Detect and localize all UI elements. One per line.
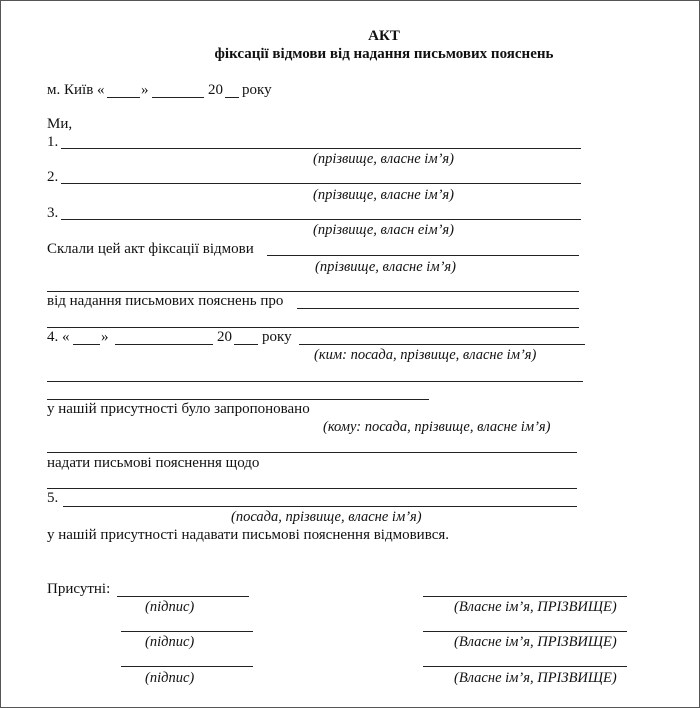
signature-2-line bbox=[121, 631, 253, 632]
item4-number: 4. « bbox=[47, 329, 70, 345]
explanations-about-line bbox=[297, 308, 579, 309]
name-2-caption: (Власне ім’я, ПРІЗВИЩЕ) bbox=[454, 634, 617, 650]
member-3-number: 3. bbox=[47, 205, 59, 221]
blank-line-b bbox=[47, 327, 579, 328]
document-subtitle: фіксації відмови від надання письмових пояснень bbox=[214, 46, 554, 62]
member-2-line bbox=[61, 183, 581, 184]
blank-line-a bbox=[47, 291, 579, 292]
month-blank-line bbox=[152, 97, 204, 98]
year-suffix: року bbox=[242, 82, 272, 98]
name-1-caption: (Власне ім’я, ПРІЗВИЩЕ) bbox=[454, 599, 617, 615]
refused-text: у нашій присутності надавати письмові пояснення відмовився. bbox=[47, 527, 450, 543]
item5-line bbox=[63, 506, 577, 507]
item4-caption: (ким: посада, прізвище, власне ім’я) bbox=[314, 347, 537, 363]
name-3-caption: (Власне ім’я, ПРІЗВИЩЕ) bbox=[454, 670, 617, 686]
member-2-number: 2. bbox=[47, 169, 59, 185]
name-3-line bbox=[423, 666, 627, 667]
name-2-line bbox=[423, 631, 627, 632]
compiled-caption: (прізвище, власне ім’я) bbox=[315, 259, 456, 275]
name-1-line bbox=[423, 596, 627, 597]
item5-number: 5. bbox=[47, 490, 59, 506]
signature-3-line bbox=[121, 666, 253, 667]
blank-line-c bbox=[47, 381, 583, 382]
member-1-number: 1. bbox=[47, 134, 59, 150]
date-close-quote: » bbox=[141, 82, 149, 98]
explanations-about-text: від надання письмових пояснень про bbox=[47, 293, 284, 309]
proposed-caption: (кому: посада, прізвище, власне ім’я) bbox=[323, 419, 551, 435]
member-3-caption: (прізвище, власн еім’я) bbox=[313, 222, 454, 238]
give-explanations-text: надати письмові пояснення щодо bbox=[47, 455, 260, 471]
signature-1-line bbox=[117, 596, 249, 597]
item5-caption: (посада, прізвище, власне ім’я) bbox=[231, 509, 422, 525]
item4-year-prefix: 20 bbox=[217, 329, 232, 345]
document-title: АКТ bbox=[368, 28, 400, 44]
blank-line-f bbox=[47, 488, 577, 489]
present-label: Присутні: bbox=[47, 581, 111, 597]
blank-line-e bbox=[47, 452, 577, 453]
item4-day-line bbox=[73, 344, 100, 345]
year-prefix: 20 bbox=[208, 82, 223, 98]
member-2-caption: (прізвище, власне ім’я) bbox=[313, 187, 454, 203]
signature-3-caption: (підпис) bbox=[145, 670, 195, 686]
signature-2-caption: (підпис) bbox=[145, 634, 195, 650]
compiled-text: Склали цей акт фіксації відмови bbox=[47, 241, 254, 257]
signature-1-caption: (підпис) bbox=[145, 599, 195, 615]
members-intro: Ми, bbox=[47, 116, 73, 132]
year-blank-line bbox=[225, 97, 239, 98]
proposed-text: у нашій присутності було запропоновано bbox=[47, 401, 310, 417]
item4-year-line bbox=[234, 344, 258, 345]
compiled-line bbox=[267, 255, 579, 256]
member-1-caption: (прізвище, власне ім’я) bbox=[313, 151, 454, 167]
blank-line-d bbox=[47, 399, 429, 400]
item4-name-line bbox=[299, 344, 585, 345]
city-prefix: м. Київ « bbox=[47, 82, 105, 98]
item4-month-line bbox=[115, 344, 213, 345]
member-3-line bbox=[61, 219, 581, 220]
day-blank-line bbox=[107, 97, 140, 98]
item4-close-quote: » bbox=[101, 329, 109, 345]
item4-year-suffix: року bbox=[262, 329, 292, 345]
member-1-line bbox=[61, 148, 581, 149]
